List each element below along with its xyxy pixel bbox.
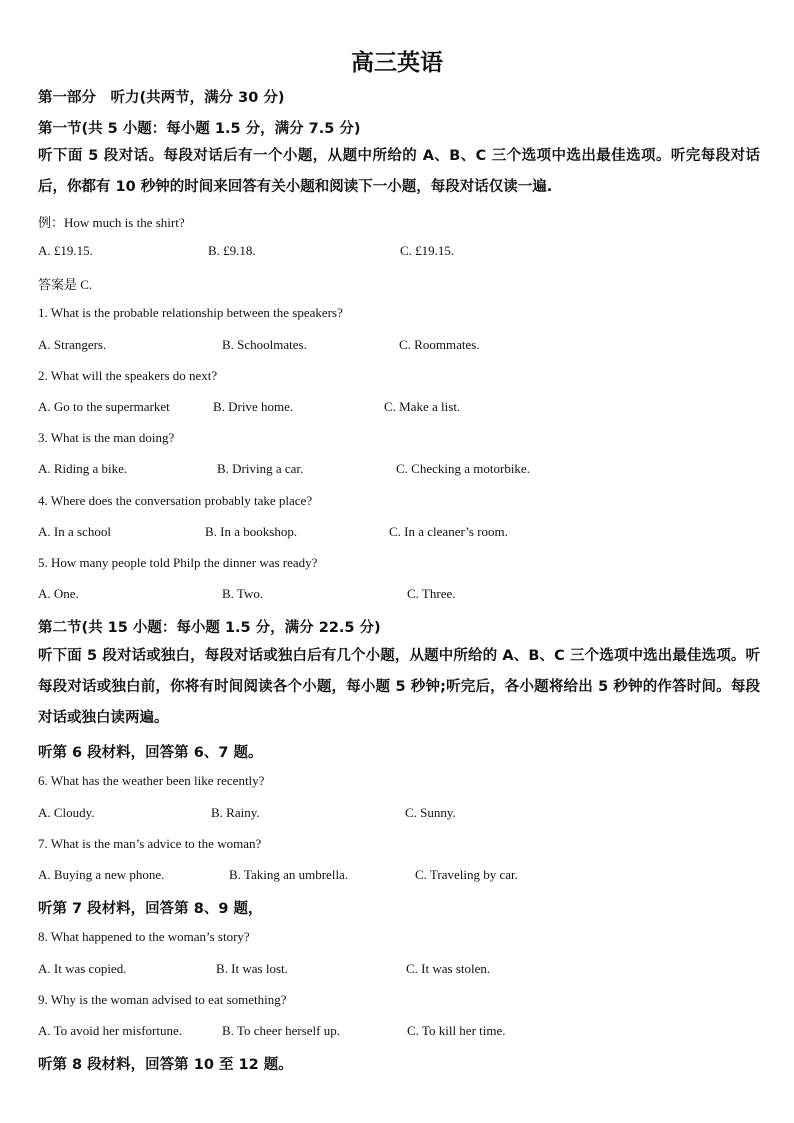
part-heading: 第一部分 听力(共两节，满分 30 分) <box>38 90 285 106</box>
example-option-c: C. £19.15. <box>400 243 455 258</box>
example-question: 例：How much is the shirt? <box>38 215 185 230</box>
material-8-heading: 听第 8 段材料，回答第 10 至 12 题。 <box>38 1057 293 1073</box>
question-7: 7. What is the man’s advice to the woman? <box>38 836 262 851</box>
question-4: 4. Where does the conversation probably take place? <box>38 493 313 508</box>
q1-option-b: B. Schoolmates. <box>222 337 307 352</box>
q5-option-b: B. Two. <box>222 586 264 601</box>
q6-option-b: B. Rainy. <box>211 805 260 820</box>
section-heading-1: 第一节(共 5 小题：每小题 1.5 分，满分 7.5 分) <box>38 121 361 137</box>
instructions-1: 听下面 5 段对话。每段对话后有一个小题，从题中所给的 A、B、C 三个选项中选出最佳选项。听完每段对话后，你都有 10 秒钟的时间来回答有关小题和阅读下一小题，每段对话仅读一遍. <box>38 148 760 195</box>
q3-option-b: B. Driving a car. <box>217 461 304 476</box>
section-heading-2: 第二节(共 15 小题：每小题 1.5 分，满分 22.5 分) <box>38 620 381 636</box>
example-option-b: B. £9.18. <box>208 243 256 258</box>
q9-option-c: C. To kill her time. <box>407 1023 506 1038</box>
q9-option-a: A. To avoid her misfortune. <box>38 1023 182 1038</box>
q2-option-c: C. Make a list. <box>384 399 461 414</box>
q7-option-a: A. Buying a new phone. <box>38 867 165 882</box>
question-3: 3. What is the man doing? <box>38 430 175 445</box>
example-answer: 答案是 C. <box>38 277 93 292</box>
q1-option-c: C. Roommates. <box>399 337 480 352</box>
question-1: 1. What is the probable relationship between the speakers? <box>38 305 343 320</box>
question-2: 2. What will the speakers do next? <box>38 368 218 383</box>
q3-option-a: A. Riding a bike. <box>38 461 128 476</box>
q8-option-c: C. It was stolen. <box>406 961 491 976</box>
q5-option-c: C. Three. <box>407 586 456 601</box>
q4-option-a: A. In a school <box>38 524 111 539</box>
q4-option-c: C. In a cleaner’s room. <box>389 524 508 539</box>
instructions-2: 听下面 5 段对话或独白，每段对话或独白后有几个小题，从题中所给的 A、B、C 三个选项中选出最佳选项。听每段对话或独白前，你将有时间阅读各个小题，每小题 5 秒钟;听完后，各小题将给出 5 秒钟的作答时间。每段对话或独白读两遍。 <box>38 648 760 726</box>
question-8: 8. What happened to the woman’s story? <box>38 929 250 944</box>
q3-option-c: C. Checking a motorbike. <box>396 461 530 476</box>
q6-option-a: A. Cloudy. <box>38 805 95 820</box>
q8-option-a: A. It was copied. <box>38 961 127 976</box>
q2-option-b: B. Drive home. <box>213 399 294 414</box>
page-title: 高三英语 <box>351 50 443 76</box>
q6-option-c: C. Sunny. <box>405 805 456 820</box>
question-5: 5. How many people told Philp the dinner was ready? <box>38 555 318 570</box>
material-6-heading: 听第 6 段材料，回答第 6、7 题。 <box>38 745 263 761</box>
question-6: 6. What has the weather been like recently? <box>38 773 265 788</box>
q5-option-a: A. One. <box>38 586 79 601</box>
q7-option-c: C. Traveling by car. <box>415 867 518 882</box>
q7-option-b: B. Taking an umbrella. <box>229 867 349 882</box>
material-7-heading: 听第 7 段材料，回答第 8、9 题， <box>38 901 263 917</box>
q4-option-b: B. In a bookshop. <box>205 524 298 539</box>
example-option-a: A. £19.15. <box>38 243 93 258</box>
question-9: 9. Why is the woman advised to eat something? <box>38 992 287 1007</box>
q9-option-b: B. To cheer herself up. <box>222 1023 340 1038</box>
q1-option-a: A. Strangers. <box>38 337 107 352</box>
q8-option-b: B. It was lost. <box>216 961 288 976</box>
q2-option-a: A. Go to the supermarket <box>38 399 170 414</box>
